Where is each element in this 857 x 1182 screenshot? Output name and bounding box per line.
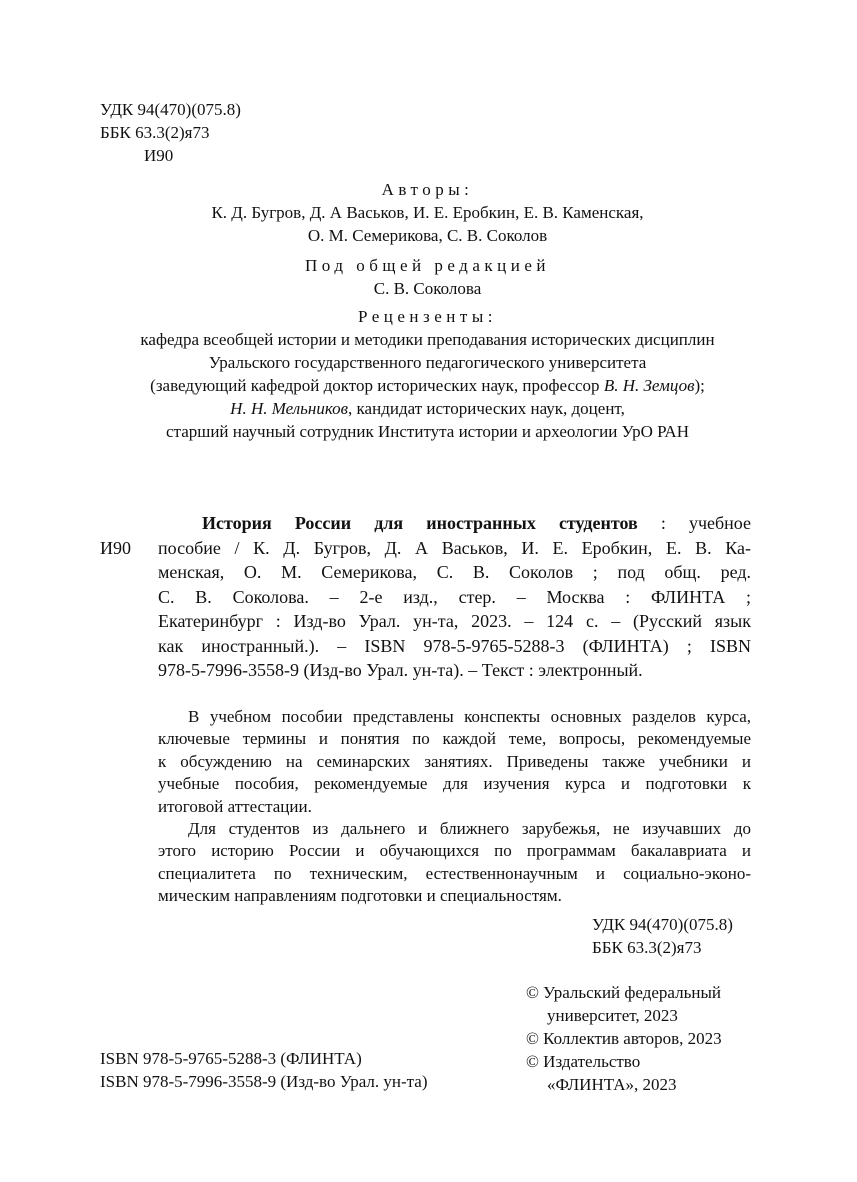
reviewers-heading: Рецензенты: (358, 307, 497, 326)
reviewer-name: Н. Н. Мельников (230, 399, 349, 418)
reviewers-line-2: Уральского государственного педагогического университета (208, 353, 647, 372)
authors-block (60, 178, 795, 247)
copyright-publisher: © Издательство (526, 1052, 641, 1071)
udk-code: УДК 94(470)(075.8) (100, 100, 241, 119)
annotation-p1-line-5: итоговой аттестации. (158, 796, 312, 816)
bib-mark: И90 (100, 538, 131, 558)
authors-line-1: К. Д. Бугров, Д. А Васьков, И. Е. Еробкин, Е. В. Каменская, (211, 203, 644, 222)
book-title: История России для иностранных студентов (202, 513, 638, 533)
annotation-p2-line-1: Для студентов из дальнего и ближнего зарубежья, не изучавших до (188, 819, 751, 839)
bib-line-1 (158, 511, 751, 536)
annotation (158, 706, 751, 908)
footer-udk-code: УДК 94(470)(075.8) (592, 915, 733, 934)
copyright-university-year: университет, 2023 (547, 1006, 678, 1025)
authors-line-2: О. М. Семерикова, С. В. Соколов (307, 226, 548, 245)
reviewers-line-3-end: ); (694, 376, 705, 395)
isbn-block (100, 1047, 428, 1093)
annotation-p2-line-2: этого историю России и обучающихся по программам бакалавриата и (158, 841, 751, 861)
editor-name: С. В. Соколова (373, 279, 482, 298)
bbk-code: ББК 63.3(2)я73 (100, 123, 210, 142)
reviewers-line-5: старший научный сотрудник Института истории и археологии УрО РАН (166, 422, 689, 441)
classification-block (100, 98, 241, 167)
authors-heading: Авторы: (381, 180, 474, 199)
editor-block (60, 254, 795, 300)
reviewer-head-name: В. Н. Земцов (603, 376, 695, 395)
bib-line-1-rest: : учебное (637, 513, 752, 533)
bib-line-2: пособие / К. Д. Бугров, Д. А Васьков, И. Е. Еробкин, Е. В. Ка- (158, 537, 751, 558)
isbn-flinta: ISBN 978-5-9765-5288-3 (ФЛИНТА) (100, 1049, 362, 1068)
reviewers-line-1: кафедра всеобщей истории и методики преподавания исторических дисциплин (140, 330, 715, 349)
annotation-p2-line-4: мическим направлениям подготовки и специальностям. (158, 886, 562, 906)
bib-line-7: 978-5-7996-3558-9 (Изд-во Урал. ун-та). – Текст : электронный. (158, 660, 643, 680)
copyright-university: © Уральский федеральный (526, 983, 721, 1002)
annotation-p1-line-4: учебные пособия, рекомендуемые для изучения курса и подготовки к (158, 774, 751, 794)
annotation-p2-line-3: специалитета по техническим, естественнонаучным и социально-эконо- (158, 863, 751, 883)
reviewers-block (60, 305, 795, 443)
annotation-p1-line-2: ключевые термины и понятия по каждой теме, вопросы, рекомендуемые (158, 729, 751, 749)
reviewers-line-4-text: , кандидат исторических наук, доцент, (348, 399, 625, 418)
editor-heading: Под общей редакцией (305, 256, 550, 275)
copyright-block (526, 981, 722, 1096)
author-mark: И90 (144, 146, 174, 165)
annotation-p1-line-1: В учебном пособии представлены конспекты основных разделов курса, (188, 707, 751, 726)
footer-classification (592, 913, 733, 959)
bib-line-6: как иностранный.). – ISBN 978-5-9765-5288-3 (ФЛИНТА) ; ISBN (158, 635, 751, 656)
footer-bbk-code: ББК 63.3(2)я73 (592, 938, 702, 957)
copyright-authors: © Коллектив авторов, 2023 (526, 1029, 722, 1048)
isbn-ural: ISBN 978-5-7996-3558-9 (Изд-во Урал. ун-та) (100, 1072, 428, 1091)
copyright-publisher-year: «ФЛИНТА», 2023 (547, 1075, 677, 1094)
bib-line-4: С. В. Соколова. – 2-е изд., стер. – Москва : ФЛИНТА ; (158, 586, 751, 607)
reviewers-line-3-text: (заведующий кафедрой доктор исторических наук, профессор (150, 376, 604, 395)
bib-record (158, 511, 751, 683)
annotation-p1-line-3: к обсуждению на семинарских занятиях. Приведены также учебники и (158, 751, 751, 771)
bib-line-5: Екатеринбург : Изд-во Урал. ун-та, 2023. – 124 с. – (Русский язык (158, 611, 751, 631)
reviewers-line-4 (60, 397, 795, 420)
bib-line-3: менская, О. М. Семерикова, С. В. Соколов ; под общ. ред. (158, 562, 751, 582)
reviewers-line-3 (60, 374, 795, 397)
